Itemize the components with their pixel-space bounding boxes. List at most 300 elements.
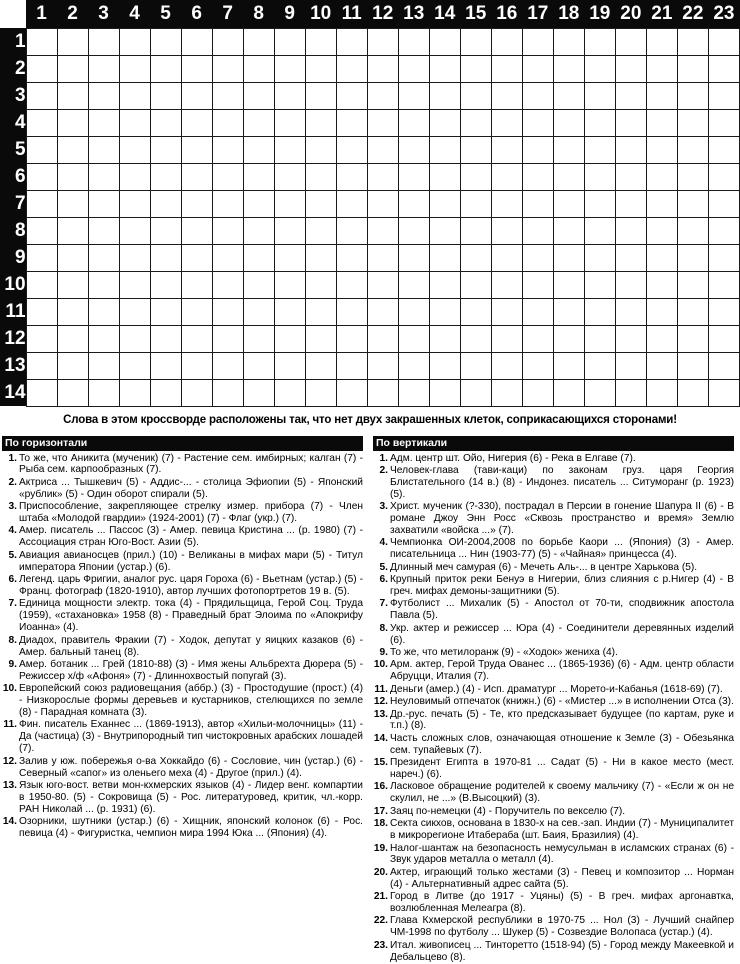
grid-cell[interactable]: [491, 379, 522, 406]
grid-cell[interactable]: [181, 28, 212, 55]
grid-cell[interactable]: [367, 244, 398, 271]
grid-cell[interactable]: [677, 379, 708, 406]
grid-cell[interactable]: [646, 190, 677, 217]
grid-cell[interactable]: [615, 379, 646, 406]
grid-cell[interactable]: [398, 190, 429, 217]
grid-cell[interactable]: [57, 28, 88, 55]
grid-cell[interactable]: [708, 352, 739, 379]
grid-cell[interactable]: [584, 325, 615, 352]
grid-cell[interactable]: [212, 271, 243, 298]
grid-cell[interactable]: [522, 379, 553, 406]
grid-cell[interactable]: [615, 163, 646, 190]
grid-cell[interactable]: [181, 298, 212, 325]
grid-cell[interactable]: [522, 55, 553, 82]
grid-cell[interactable]: [336, 28, 367, 55]
grid-cell[interactable]: [88, 136, 119, 163]
grid-cell[interactable]: [274, 136, 305, 163]
grid-cell[interactable]: [398, 55, 429, 82]
grid-cell[interactable]: [88, 325, 119, 352]
grid-cell[interactable]: [88, 352, 119, 379]
grid-cell[interactable]: [677, 190, 708, 217]
grid-cell[interactable]: [646, 109, 677, 136]
grid-cell[interactable]: [491, 55, 522, 82]
grid-cell[interactable]: [615, 190, 646, 217]
grid-cell[interactable]: [460, 271, 491, 298]
grid-cell[interactable]: [119, 271, 150, 298]
grid-cell[interactable]: [212, 379, 243, 406]
grid-cell[interactable]: [460, 163, 491, 190]
grid-cell[interactable]: [615, 55, 646, 82]
grid-cell[interactable]: [460, 190, 491, 217]
grid-cell[interactable]: [367, 163, 398, 190]
grid-cell[interactable]: [677, 28, 708, 55]
grid-cell[interactable]: [212, 28, 243, 55]
grid-cell[interactable]: [429, 298, 460, 325]
grid-cell[interactable]: [460, 379, 491, 406]
grid-cell[interactable]: [88, 55, 119, 82]
grid-cell[interactable]: [615, 298, 646, 325]
grid-cell[interactable]: [584, 136, 615, 163]
grid-cell[interactable]: [305, 244, 336, 271]
grid-cell[interactable]: [677, 82, 708, 109]
grid-cell[interactable]: [677, 325, 708, 352]
grid-cell[interactable]: [367, 55, 398, 82]
grid-cell[interactable]: [212, 82, 243, 109]
grid-cell[interactable]: [677, 271, 708, 298]
grid-cell[interactable]: [584, 82, 615, 109]
grid-cell[interactable]: [88, 109, 119, 136]
grid-cell[interactable]: [243, 217, 274, 244]
grid-cell[interactable]: [429, 325, 460, 352]
grid-cell[interactable]: [677, 163, 708, 190]
grid-cell[interactable]: [119, 352, 150, 379]
grid-cell[interactable]: [708, 217, 739, 244]
grid-cell[interactable]: [460, 244, 491, 271]
grid-cell[interactable]: [398, 28, 429, 55]
grid-cell[interactable]: [305, 136, 336, 163]
grid-cell[interactable]: [274, 82, 305, 109]
grid-cell[interactable]: [88, 82, 119, 109]
grid-cell[interactable]: [243, 244, 274, 271]
grid-cell[interactable]: [584, 163, 615, 190]
grid-cell[interactable]: [553, 163, 584, 190]
grid-cell[interactable]: [181, 244, 212, 271]
grid-cell[interactable]: [26, 271, 57, 298]
grid-cell[interactable]: [491, 244, 522, 271]
grid-cell[interactable]: [57, 271, 88, 298]
grid-cell[interactable]: [646, 217, 677, 244]
grid-cell[interactable]: [26, 190, 57, 217]
grid-cell[interactable]: [367, 109, 398, 136]
grid-cell[interactable]: [305, 109, 336, 136]
grid-cell[interactable]: [212, 244, 243, 271]
grid-cell[interactable]: [274, 298, 305, 325]
grid-cell[interactable]: [336, 163, 367, 190]
grid-cell[interactable]: [677, 244, 708, 271]
grid-cell[interactable]: [274, 109, 305, 136]
grid-cell[interactable]: [708, 136, 739, 163]
grid-cell[interactable]: [336, 136, 367, 163]
grid-cell[interactable]: [491, 325, 522, 352]
grid-cell[interactable]: [181, 217, 212, 244]
grid-cell[interactable]: [181, 109, 212, 136]
grid-cell[interactable]: [367, 28, 398, 55]
grid-cell[interactable]: [460, 217, 491, 244]
grid-cell[interactable]: [398, 109, 429, 136]
grid-cell[interactable]: [553, 352, 584, 379]
grid-cell[interactable]: [150, 244, 181, 271]
grid-cell[interactable]: [646, 82, 677, 109]
grid-cell[interactable]: [460, 325, 491, 352]
grid-cell[interactable]: [212, 55, 243, 82]
grid-cell[interactable]: [26, 217, 57, 244]
grid-cell[interactable]: [243, 55, 274, 82]
grid-cell[interactable]: [274, 190, 305, 217]
grid-cell[interactable]: [553, 109, 584, 136]
grid-cell[interactable]: [305, 190, 336, 217]
grid-cell[interactable]: [336, 298, 367, 325]
grid-cell[interactable]: [584, 217, 615, 244]
grid-cell[interactable]: [491, 271, 522, 298]
grid-cell[interactable]: [677, 109, 708, 136]
grid-cell[interactable]: [26, 379, 57, 406]
grid-cell[interactable]: [584, 271, 615, 298]
grid-cell[interactable]: [26, 109, 57, 136]
grid-cell[interactable]: [26, 325, 57, 352]
grid-cell[interactable]: [708, 271, 739, 298]
grid-cell[interactable]: [522, 325, 553, 352]
grid-cell[interactable]: [615, 325, 646, 352]
grid-cell[interactable]: [584, 190, 615, 217]
grid-cell[interactable]: [491, 82, 522, 109]
grid-cell[interactable]: [274, 325, 305, 352]
grid-cell[interactable]: [26, 55, 57, 82]
grid-cell[interactable]: [398, 352, 429, 379]
grid-cell[interactable]: [150, 271, 181, 298]
grid-cell[interactable]: [553, 136, 584, 163]
grid-cell[interactable]: [584, 109, 615, 136]
grid-cell[interactable]: [336, 325, 367, 352]
grid-cell[interactable]: [708, 28, 739, 55]
grid-cell[interactable]: [336, 55, 367, 82]
grid-cell[interactable]: [398, 325, 429, 352]
grid-cell[interactable]: [119, 163, 150, 190]
grid-cell[interactable]: [57, 298, 88, 325]
grid-cell[interactable]: [708, 298, 739, 325]
grid-cell[interactable]: [584, 28, 615, 55]
grid-cell[interactable]: [429, 82, 460, 109]
grid-cell[interactable]: [398, 379, 429, 406]
grid-cell[interactable]: [615, 271, 646, 298]
grid-cell[interactable]: [491, 217, 522, 244]
grid-cell[interactable]: [336, 271, 367, 298]
grid-cell[interactable]: [26, 298, 57, 325]
grid-cell[interactable]: [491, 352, 522, 379]
grid-cell[interactable]: [429, 244, 460, 271]
grid-cell[interactable]: [522, 82, 553, 109]
grid-cell[interactable]: [429, 136, 460, 163]
grid-cell[interactable]: [398, 136, 429, 163]
grid-cell[interactable]: [119, 298, 150, 325]
grid-cell[interactable]: [460, 55, 491, 82]
grid-cell[interactable]: [274, 271, 305, 298]
grid-cell[interactable]: [243, 379, 274, 406]
grid-cell[interactable]: [57, 325, 88, 352]
grid-cell[interactable]: [398, 298, 429, 325]
grid-cell[interactable]: [646, 28, 677, 55]
grid-cell[interactable]: [181, 379, 212, 406]
grid-cell[interactable]: [646, 298, 677, 325]
grid-cell[interactable]: [57, 109, 88, 136]
grid-cell[interactable]: [274, 28, 305, 55]
grid-cell[interactable]: [181, 190, 212, 217]
grid-cell[interactable]: [646, 352, 677, 379]
grid-cell[interactable]: [26, 136, 57, 163]
grid-cell[interactable]: [708, 244, 739, 271]
grid-cell[interactable]: [305, 28, 336, 55]
grid-cell[interactable]: [181, 55, 212, 82]
grid-cell[interactable]: [367, 352, 398, 379]
grid-cell[interactable]: [88, 271, 119, 298]
grid-cell[interactable]: [274, 379, 305, 406]
grid-cell[interactable]: [243, 352, 274, 379]
grid-cell[interactable]: [26, 28, 57, 55]
grid-cell[interactable]: [212, 325, 243, 352]
grid-cell[interactable]: [553, 28, 584, 55]
grid-cell[interactable]: [181, 163, 212, 190]
grid-cell[interactable]: [150, 379, 181, 406]
grid-cell[interactable]: [367, 271, 398, 298]
grid-cell[interactable]: [181, 82, 212, 109]
grid-cell[interactable]: [367, 190, 398, 217]
grid-cell[interactable]: [57, 217, 88, 244]
grid-cell[interactable]: [336, 109, 367, 136]
grid-cell[interactable]: [212, 136, 243, 163]
grid-cell[interactable]: [119, 82, 150, 109]
grid-cell[interactable]: [584, 55, 615, 82]
grid-cell[interactable]: [119, 55, 150, 82]
grid-cell[interactable]: [305, 271, 336, 298]
grid-cell[interactable]: [429, 109, 460, 136]
grid-cell[interactable]: [274, 217, 305, 244]
grid-cell[interactable]: [336, 244, 367, 271]
grid-cell[interactable]: [88, 244, 119, 271]
grid-cell[interactable]: [460, 352, 491, 379]
grid-cell[interactable]: [367, 82, 398, 109]
grid-cell[interactable]: [150, 163, 181, 190]
grid-cell[interactable]: [584, 379, 615, 406]
grid-cell[interactable]: [243, 271, 274, 298]
grid-cell[interactable]: [88, 163, 119, 190]
grid-cell[interactable]: [553, 190, 584, 217]
grid-cell[interactable]: [150, 82, 181, 109]
grid-cell[interactable]: [212, 163, 243, 190]
grid-cell[interactable]: [212, 190, 243, 217]
grid-cell[interactable]: [243, 82, 274, 109]
grid-cell[interactable]: [708, 163, 739, 190]
grid-cell[interactable]: [522, 28, 553, 55]
grid-cell[interactable]: [522, 217, 553, 244]
grid-cell[interactable]: [305, 298, 336, 325]
grid-cell[interactable]: [274, 244, 305, 271]
grid-cell[interactable]: [491, 190, 522, 217]
grid-cell[interactable]: [119, 325, 150, 352]
grid-cell[interactable]: [522, 163, 553, 190]
grid-cell[interactable]: [460, 136, 491, 163]
grid-cell[interactable]: [243, 298, 274, 325]
grid-cell[interactable]: [243, 190, 274, 217]
grid-cell[interactable]: [646, 271, 677, 298]
grid-cell[interactable]: [429, 379, 460, 406]
grid-cell[interactable]: [615, 352, 646, 379]
grid-cell[interactable]: [708, 109, 739, 136]
grid-cell[interactable]: [119, 109, 150, 136]
grid-cell[interactable]: [708, 325, 739, 352]
grid-cell[interactable]: [181, 136, 212, 163]
grid-cell[interactable]: [615, 82, 646, 109]
grid-cell[interactable]: [212, 352, 243, 379]
grid-cell[interactable]: [677, 55, 708, 82]
grid-cell[interactable]: [26, 163, 57, 190]
grid-cell[interactable]: [491, 163, 522, 190]
grid-cell[interactable]: [181, 271, 212, 298]
grid-cell[interactable]: [119, 190, 150, 217]
grid-cell[interactable]: [119, 28, 150, 55]
grid-cell[interactable]: [460, 82, 491, 109]
grid-cell[interactable]: [150, 136, 181, 163]
grid-cell[interactable]: [305, 217, 336, 244]
grid-cell[interactable]: [615, 217, 646, 244]
grid-cell[interactable]: [88, 298, 119, 325]
grid-cell[interactable]: [336, 217, 367, 244]
grid-cell[interactable]: [57, 244, 88, 271]
grid-cell[interactable]: [57, 82, 88, 109]
grid-cell[interactable]: [677, 298, 708, 325]
grid-cell[interactable]: [429, 163, 460, 190]
grid-cell[interactable]: [367, 217, 398, 244]
grid-cell[interactable]: [212, 298, 243, 325]
grid-cell[interactable]: [522, 352, 553, 379]
grid-cell[interactable]: [429, 28, 460, 55]
grid-cell[interactable]: [243, 109, 274, 136]
grid-cell[interactable]: [181, 325, 212, 352]
grid-cell[interactable]: [553, 217, 584, 244]
grid-cell[interactable]: [274, 55, 305, 82]
grid-cell[interactable]: [150, 217, 181, 244]
grid-cell[interactable]: [708, 55, 739, 82]
grid-cell[interactable]: [150, 109, 181, 136]
grid-cell[interactable]: [150, 55, 181, 82]
grid-cell[interactable]: [491, 28, 522, 55]
grid-cell[interactable]: [553, 379, 584, 406]
grid-cell[interactable]: [305, 82, 336, 109]
grid-cell[interactable]: [646, 55, 677, 82]
grid-cell[interactable]: [305, 352, 336, 379]
grid-cell[interactable]: [491, 109, 522, 136]
grid-cell[interactable]: [150, 298, 181, 325]
grid-cell[interactable]: [88, 379, 119, 406]
grid-cell[interactable]: [305, 325, 336, 352]
grid-cell[interactable]: [26, 244, 57, 271]
grid-cell[interactable]: [367, 298, 398, 325]
grid-cell[interactable]: [88, 28, 119, 55]
grid-cell[interactable]: [243, 28, 274, 55]
grid-cell[interactable]: [274, 163, 305, 190]
grid-cell[interactable]: [119, 217, 150, 244]
grid-cell[interactable]: [150, 352, 181, 379]
grid-cell[interactable]: [429, 271, 460, 298]
grid-cell[interactable]: [460, 109, 491, 136]
grid-cell[interactable]: [553, 244, 584, 271]
grid-cell[interactable]: [88, 190, 119, 217]
grid-cell[interactable]: [522, 109, 553, 136]
grid-cell[interactable]: [460, 28, 491, 55]
grid-cell[interactable]: [708, 82, 739, 109]
grid-cell[interactable]: [491, 298, 522, 325]
grid-cell[interactable]: [336, 82, 367, 109]
grid-cell[interactable]: [460, 298, 491, 325]
grid-cell[interactable]: [522, 298, 553, 325]
grid-cell[interactable]: [677, 217, 708, 244]
grid-cell[interactable]: [708, 190, 739, 217]
grid-cell[interactable]: [150, 325, 181, 352]
grid-cell[interactable]: [181, 352, 212, 379]
grid-cell[interactable]: [584, 352, 615, 379]
grid-cell[interactable]: [522, 271, 553, 298]
grid-cell[interactable]: [212, 109, 243, 136]
grid-cell[interactable]: [553, 82, 584, 109]
grid-cell[interactable]: [615, 109, 646, 136]
grid-cell[interactable]: [553, 271, 584, 298]
grid-cell[interactable]: [26, 82, 57, 109]
grid-cell[interactable]: [398, 271, 429, 298]
grid-cell[interactable]: [57, 55, 88, 82]
grid-cell[interactable]: [367, 379, 398, 406]
grid-cell[interactable]: [212, 217, 243, 244]
grid-cell[interactable]: [26, 352, 57, 379]
grid-cell[interactable]: [150, 28, 181, 55]
grid-cell[interactable]: [615, 244, 646, 271]
grid-cell[interactable]: [398, 244, 429, 271]
grid-cell[interactable]: [646, 244, 677, 271]
grid-cell[interactable]: [615, 28, 646, 55]
grid-cell[interactable]: [398, 82, 429, 109]
grid-cell[interactable]: [398, 163, 429, 190]
grid-cell[interactable]: [522, 190, 553, 217]
grid-cell[interactable]: [584, 298, 615, 325]
grid-cell[interactable]: [429, 352, 460, 379]
grid-cell[interactable]: [367, 136, 398, 163]
grid-cell[interactable]: [646, 325, 677, 352]
grid-cell[interactable]: [646, 379, 677, 406]
grid-cell[interactable]: [57, 352, 88, 379]
grid-cell[interactable]: [336, 352, 367, 379]
grid-cell[interactable]: [677, 136, 708, 163]
grid-cell[interactable]: [398, 217, 429, 244]
crossword-grid[interactable]: [0, 0, 740, 407]
grid-cell[interactable]: [708, 379, 739, 406]
grid-cell[interactable]: [88, 217, 119, 244]
grid-cell[interactable]: [305, 379, 336, 406]
grid-cell[interactable]: [429, 55, 460, 82]
grid-cell[interactable]: [491, 136, 522, 163]
grid-cell[interactable]: [336, 379, 367, 406]
grid-cell[interactable]: [305, 163, 336, 190]
grid-cell[interactable]: [553, 325, 584, 352]
grid-cell[interactable]: [150, 190, 181, 217]
grid-cell[interactable]: [584, 244, 615, 271]
grid-cell[interactable]: [677, 352, 708, 379]
